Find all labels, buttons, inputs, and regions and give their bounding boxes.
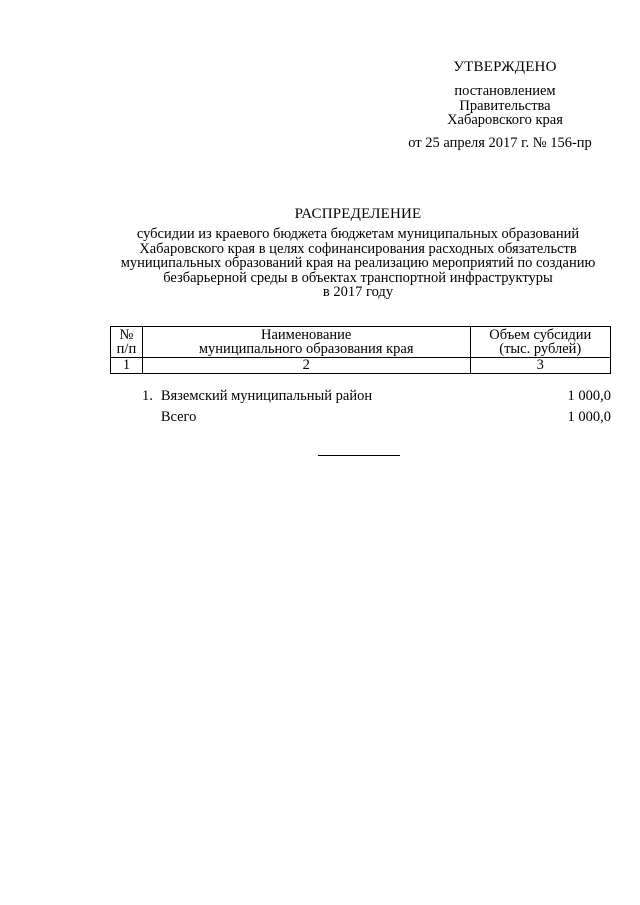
header-name-line1: Наименование xyxy=(261,326,352,343)
subtitle-line: в 2017 году xyxy=(322,284,394,300)
document-subtitle xyxy=(100,227,616,300)
subtitle-line: субсидии из краевого бюджета бюджетам муниципальных образований xyxy=(136,226,580,242)
column-number: 2 xyxy=(142,358,470,374)
approval-heading: УТВЕРЖДЕНО xyxy=(453,59,557,75)
subtitle-line: безбарьерной среды в объектах транспортной инфраструктуры xyxy=(163,269,553,286)
subtitle-line: Хабаровского края в целях софинансирования расходных обязательств xyxy=(139,240,577,257)
header-amount-line1: Объем субсидии xyxy=(489,326,592,343)
header-name xyxy=(142,327,470,358)
row-name: Всего xyxy=(160,409,197,425)
header-number-line2: п/п xyxy=(116,341,137,357)
document-title: РАСПРЕДЕЛЕНИЕ xyxy=(294,206,422,222)
header-number-line1: № xyxy=(119,326,134,343)
approval-date: от 25 апреля 2017 г. № 156-пр xyxy=(408,134,592,151)
row-amount: 1 000,0 xyxy=(567,409,611,425)
header-amount-line2: (тыс. рублей) xyxy=(499,341,582,357)
allocation-table-body xyxy=(110,389,611,431)
approval-line-government: Правительства xyxy=(459,97,551,114)
subtitle-line: муниципальных образований края на реализацию мероприятий по созданию xyxy=(120,255,596,271)
column-number: 3 xyxy=(470,358,611,374)
table-row xyxy=(110,389,611,410)
allocation-table-header xyxy=(110,326,611,374)
table-row-total xyxy=(110,410,611,431)
end-separator-line xyxy=(318,455,400,456)
approval-line-region: Хабаровского края xyxy=(447,112,563,128)
column-number-row xyxy=(111,358,611,374)
row-number: 1. xyxy=(141,388,153,404)
row-name: Вяземский муниципальный район xyxy=(160,388,373,404)
header-amount xyxy=(470,327,611,358)
column-number: 1 xyxy=(111,358,143,374)
header-name-line2: муниципального образования края xyxy=(198,341,414,357)
approval-line-resolution: постановлением xyxy=(454,83,556,99)
row-amount: 1 000,0 xyxy=(567,388,611,404)
approval-block xyxy=(395,60,615,150)
row-number xyxy=(110,410,161,431)
table-header-row xyxy=(111,327,611,358)
header-number xyxy=(111,327,143,358)
